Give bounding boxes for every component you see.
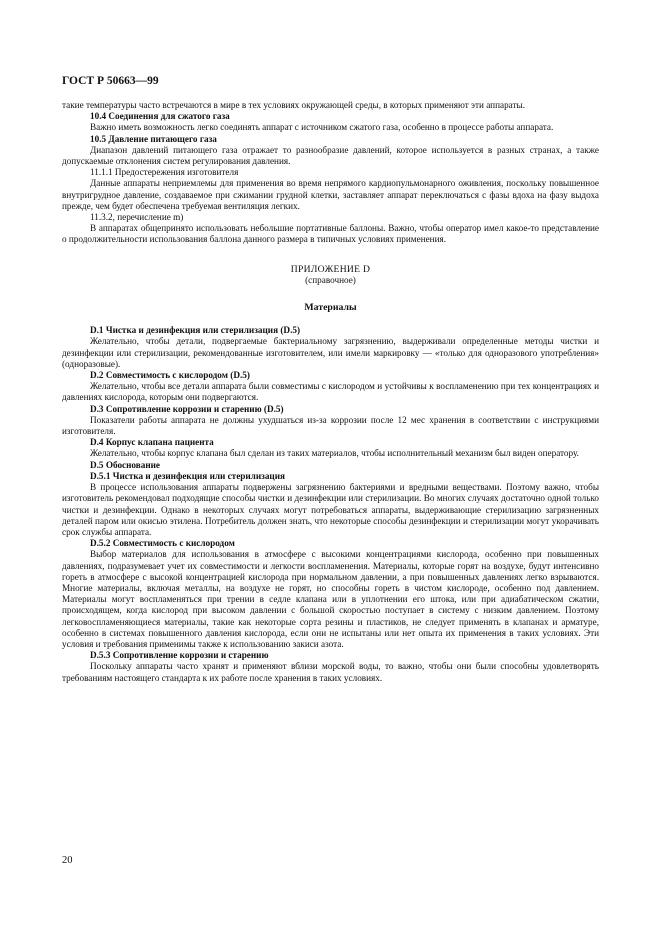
appendix-subtitle: (справочное) <box>305 274 356 285</box>
section-heading: D.5 Обоснование <box>90 459 160 470</box>
paragraph: 11.1.1 Предостережения изготовителя <box>90 167 239 178</box>
appendix-label: ПРИЛОЖЕНИЕ D <box>290 263 371 275</box>
section-heading: D.5.3 Сопротивление коррозии и старению <box>90 650 269 661</box>
paragraph: Желательно, чтобы детали, подвергаемые бактериальному загрязнению, выдерживали определенные методы чистки и дезинфекции или стерилизации, рекомендованные изготовителем, или имели маркировку — «только для одноразового употребления» (одноразовые). <box>62 336 599 369</box>
paragraph: 11.3.2, перечисление m) <box>90 212 184 223</box>
section-heading: 10.5 Давление питающего газа <box>90 133 217 144</box>
paragraph: Данные аппараты неприемлемы для применения во время непрямого кардиопульмонарного оживления, поскольку повышенное внутригрудное давление, создаваемое при сжимании грудной клетки, заставляет аппарат переключаться с фазы вдоха на фазу выдоха прежде, чем будет обеспечена требуемая вентиляция легких. <box>62 178 599 211</box>
section-top <box>62 100 599 246</box>
document-header: ГОСТ Р 50663—99 <box>62 75 159 87</box>
paragraph: В аппаратах общепринято использовать небольшие портативные баллоны. Важно, чтобы оператор имел какое-то представление о продолжительности использования баллона данного размера в типичных условиях применения. <box>62 223 599 245</box>
section-heading: D.5.1 Чистка и дезинфекция или стерилизация <box>90 470 285 481</box>
paragraph: Показатели работы аппарата не должны ухудшаться из-за коррозии после 12 мес хранения в соответствии с инструкциями изготовителя. <box>62 414 599 437</box>
section-heading: D.1 Чистка и дезинфекция или стерилизация (D.5) <box>90 325 301 336</box>
paragraph: Желательно, чтобы все детали аппарата были совместимы с кислородом и устойчивы к воспламенению при тех концентрациях и давлениях кислорода, которым они подвергаются. <box>62 381 599 403</box>
paragraph: В процессе использования аппараты подвержены загрязнению бактериями и вредными веществами. Поэтому важно, чтобы изготовитель рекомендовал подходящие способы чистки и дезинфекции или стерилизации. Во многих случаях достаточно одной только чистки и дезинфекции. Однако в некоторых случаях могут потребоваться аппараты, выдерживающие стерилизацию загрязненных деталей паром или окисью этилена. Потребитель должен знать, что некоторые способы дезинфекции и стерилизации могут укорачивать срок службы аппарата. <box>62 482 599 537</box>
paragraph: Поскольку аппараты часто хранят и применяют вблизи морской воды, то важно, чтобы они были способны удовлетворять требованиям настоящего стандарта к их работе после хранения в таких условиях. <box>62 661 599 683</box>
section-heading: D.4 Корпус клапана пациента <box>90 437 214 448</box>
section-heading: D.2 Совместимость с кислородом (D.5) <box>90 370 250 381</box>
paragraph: Желательно, чтобы корпус клапана был сделан из таких материалов, чтобы исполнительный механизм был виден оператору. <box>90 448 579 459</box>
section-appendix <box>62 325 599 684</box>
page-number: 20 <box>62 855 73 866</box>
document-body <box>62 100 599 684</box>
paragraph: Диапазон давлений питающего газа отражает то разнообразие давлений, которое используется в разных странах, а также допускаемые отклонения систем регулирования давления. <box>62 144 599 167</box>
appendix-title: Материалы <box>304 302 357 314</box>
section-heading: D.5.2 Совместимость с кислородом <box>90 538 235 549</box>
section-heading: D.3 Сопротивление коррозии и старению (D.5) <box>90 403 284 414</box>
paragraph: такие температуры часто встречаются в мире в тех условиях окружающей среды, в которых применяют эти аппараты. <box>62 100 526 110</box>
paragraph: Важно иметь возможность легко соединять аппарат с источником сжатого газа, особенно в процессе работы аппарата. <box>90 122 554 133</box>
paragraph: Выбор материалов для использования в атмосфере с высокими концентрациями кислорода, особенно при повышенных давлениях, подразумевает учет их совместимости и легкости воспламенения. Материалы, которые горят на воздухе, будут интенсивно гореть в атмосфере с высокой концентрацией кислорода при нормальном давлении, а при повышенных давлениях легко взрываются. Многие материалы, включая металлы, на воздухе не горят, но способны гореть в чистом кислороде, особенно под давлением. Материалы могут воспламеняться при трении в седле клапана или в уплотнении его штока, или при адиабатическом сжатии, происходящем, когда кислород при высоком давлении с большой скоростью поступает в систему с низким давлением. Поэтому легковоспламеняющиеся материалы, такие как некоторые сорта резины и пластиков, не следует применять в клапанах и арматуре, особенно в системах повышенного давления кислорода, если они не испытаны или нет опыта их применения в таких условиях. Эти условия и требования применимы также к использованию закиси азота. <box>62 549 599 649</box>
section-heading: 10.4 Соединения для сжатого газа <box>90 111 230 122</box>
